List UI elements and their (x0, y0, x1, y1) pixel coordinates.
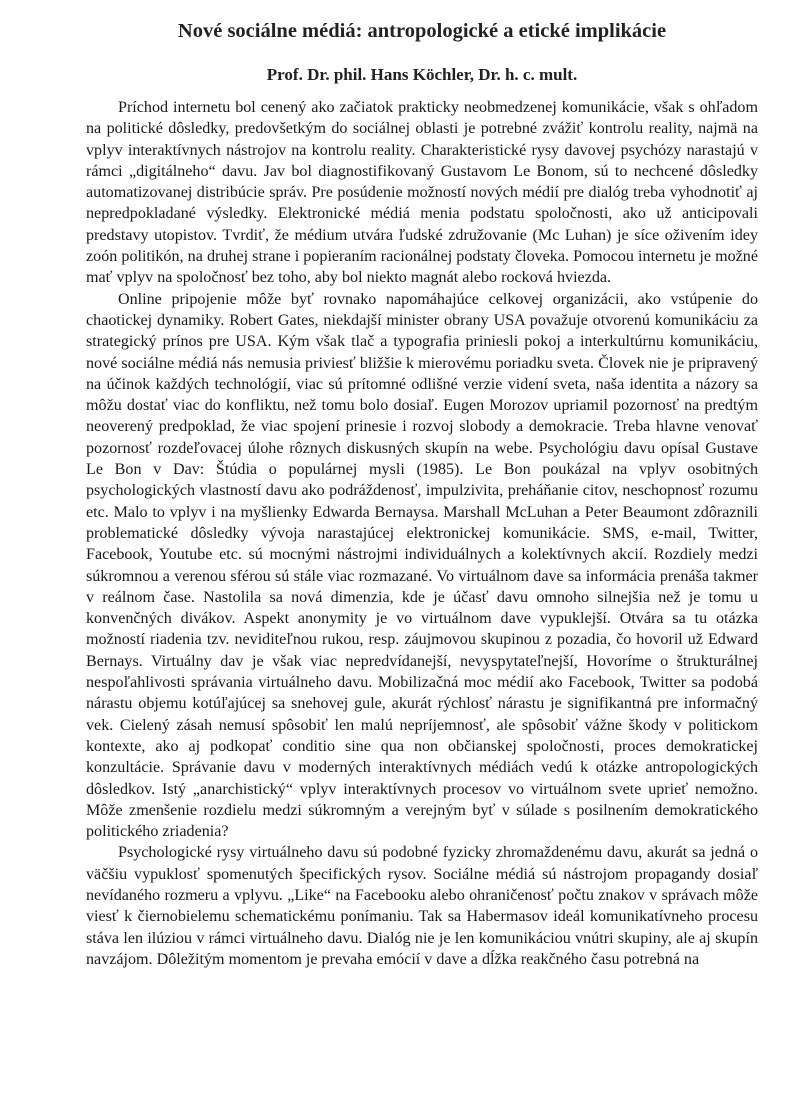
paragraph-1: Príchod internetu bol cenený ako začiatok prakticky neobmedzenej komunikácie, však s ohľadom na politické dôsledky, predovšetkým do sociálnej oblasti je potrebné zvážiť kontrolu reality, najmä na vplyv interaktívnych nástrojov na kontrolu reality. Charakteristické rysy davovej psychózy narastajú v rámci „digitálneho“ davu. Jav bol diagnostifikovaný Gustavom Le Bonom, sú to nechcené dôsledky automatizovanej distribúcie správ. Pre posúdenie možností nových médií pre dialóg treba vyhodnotiť aj nepredpokladané výsledky. Elektronické médiá menia podstatu spoločnosti, ako už anticipovali predstavy utopistov. Tvrdiť, že médium utvára ľudské združovanie (Mc Luhan) je síce oživením idey zoón politikón, na druhej strane i popieraním racionálnej podstaty človeka. Pomocou internetu je možné mať vplyv na spoločnosť bez toho, aby bol niekto magnát alebo rocková hviezda. (86, 99, 758, 287)
document-author: Prof. Dr. phil. Hans Köchler, Dr. h. c. mult. (266, 65, 578, 84)
document-title: Nové sociálne médiá: antropologické a etické implikácie (177, 20, 667, 42)
paragraph-3: Psychologické rysy virtuálneho davu sú podobné fyzicky zhromaždenému davu, akurát sa jedná o väčšiu vypuklosť spomenutých špecifických rysov. Sociálne médiá sú nástrojom propagandy dosiaľ nevídaného rozmeru a vplyvu. „Like“ na Facebooku alebo ohraničenosť počtu znakov v správach môže viesť k čiernobielemu schematickému ponímaniu. Tak sa Habermasov ideál komunikatívneho procesu stáva len ilúziou v rámci virtuálneho davu. Dialóg nie je len komunikáciou vnútri skupiny, ale aj skupín navzájom. Dôležitým momentom je prevaha emócií v dave a dĺžka reakčného času potrebná na (86, 844, 758, 968)
paragraph-2: Online pripojenie môže byť rovnako napomáhajúce celkovej organizácii, ako vstúpenie do chaotickej dynamiky. Robert Gates, niekdajší minister obrany USA považuje otvorenú komunikáciu za strategický prínos pre USA. Kým však tlač a typografia priniesli pokoj a interkultúrnu komunikáciu, nové sociálne médiá nás nemusia priviesť bližšie k mierovému poriadku sveta. Človek nie je pripravený na účinok každých technológií, viac sú prítomné odlišné verzie videní sveta, naša identita a názory sa môžu dostať viac do konfliktu, než tomu bolo dosiaľ. Eugen Morozov upriamil pozornosť na predtým neoverený predpoklad, že viac spojení prinesie i rozvoj slobody a demokracie. Treba hlavne venovať pozornosť rozdeľovacej úlohe rôznych diskusných skupín na webe. Psychológiu davu opísal Gustave Le Bon v Dav: Štúdia o populárnej mysli (1985). Le Bon poukázal na vplyv osobitných psychologických vlastností davu ako podráždenosť, impulzivita, preháňanie citov, neschopnosť rozumu etc. Malo to vplyv i na myšlienky Edwarda Bernaysa. Marshall McLuhan a Peter Beaumont zdôraznili problematické dôsledky vývoja narastajúcej elektronickej komunikácie. SMS, e-mail, Twitter, Facebook, Youtube etc. sú mocnými nástrojmi individuálnych a kolektívnych akcií. Rozdiely medzi súkromnou a verenou sférou sú stále viac rozmazané. Vo virtuálnom dave sa informácia prenáša takmer v reálnom čase. Nastolila sa nová dimenzia, kde je účasť davu omnoho silnejšia než je tomu u konvenčných divákov. Aspekt anonymity je vo virtuálnom dave vypuklejší. Otvára sa tu otázka možností riadenia tzv. neviditeľnou rukou, resp. záujmovou skupinou z pozadia, čo hovoril už Edward Bernays. Virtuálny dav je však viac nepredvídanejší, nevyspytateľnejší, Hovoríme o štrukturálnej nespoľahlivosti správania virtuálneho davu. Mobilizačná moc médií ako Facebook, Twitter sa podobá nárastu objemu kotúľajúcej sa snehovej gule, akurát rýchlosť nárastu je signifikantná pre informačný vek. Cielený zásah nemusí spôsobiť len malú nepríjemnosť, ale spôsobiť vážne škody v politickom kontexte, ako aj podkopať conditio sine qua non občianskej spoločnosti, proces demokratickej konzultácie. Správanie davu v moderných interaktívnych médiách vedú k otázke antropologických dôsledkov. Istý „anarchistický“ vplyv interaktívnych procesov vo virtuálnom svete uprieť nemožno. Môže zmenšenie rozdielu medzi súkromným a verejným byť v súlade s posilnením demokratického politického zriadenia? (86, 290, 758, 841)
document-page (86, 0, 758, 1117)
